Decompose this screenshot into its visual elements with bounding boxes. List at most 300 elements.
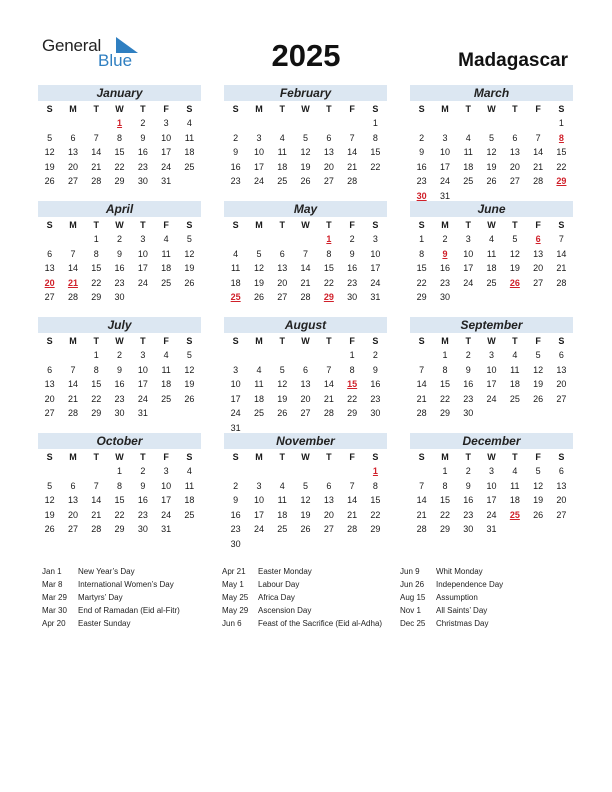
day-cell: 13 [323,495,334,505]
day-cell: 17 [253,161,264,172]
day-cell: 5 [47,132,53,143]
day-cell: 2 [349,234,355,244]
day-cell: 26 [44,524,55,534]
holiday-row [400,565,590,578]
day-cell: 26 [253,292,264,302]
empty-cell [247,116,270,131]
day-cell: 13 [67,495,78,505]
day-cell: 17 [137,379,148,389]
holiday-day: 8 [558,132,564,143]
empty-cell [224,348,247,363]
weekday-label: M [441,336,449,346]
weekday-label: F [349,452,355,462]
day-cell: 15 [114,147,125,157]
weekday-label: M [441,452,449,462]
day-cell: 10 [161,132,172,143]
day-cell: 26 [44,176,55,186]
day-cell: 28 [556,277,567,288]
day-cell: 24 [486,509,497,520]
day-cell: 22 [347,393,358,404]
day-cell: 13 [323,147,334,157]
day-cell: 9 [117,364,123,375]
day-cell: 4 [512,466,518,476]
day-cell: 24 [230,408,241,418]
day-cell: 18 [230,277,241,288]
empty-cell [271,464,294,479]
day-cell: 31 [370,292,381,302]
day-cell: 18 [509,379,520,389]
holiday-row [400,604,590,617]
day-cell: 21 [416,509,427,520]
day-cell: 8 [442,480,448,491]
day-cell: 19 [300,161,311,172]
day-cell: 7 [419,364,425,375]
day-cell: 8 [93,364,99,375]
weekday-header [410,450,573,464]
day-cell: 14 [416,379,427,389]
day-cell: 6 [512,132,518,143]
holiday-row [42,578,232,591]
day-cell: 22 [114,509,125,520]
day-cell: 28 [416,408,427,418]
day-cell: 5 [535,350,541,360]
day-cell: 14 [91,147,102,157]
day-cell: 3 [372,234,378,244]
weekday-label: W [115,336,124,346]
weekday-label: T [326,336,332,346]
day-cell: 16 [137,147,148,157]
day-cell: 20 [323,161,334,172]
day-cell: 3 [256,480,262,491]
day-cell: 30 [463,524,474,534]
weekday-label: S [186,220,193,230]
empty-cell [294,232,317,247]
month-title: April [38,201,201,217]
holiday-day: 26 [509,277,520,288]
day-cell: 3 [140,350,146,360]
month-february [224,85,387,189]
day-cell: 27 [67,176,78,186]
day-cell: 11 [184,480,195,491]
empty-cell [61,464,84,479]
empty-cell [38,464,61,479]
day-grid [410,464,573,537]
weekday-label: T [279,104,285,114]
holiday-date: May 25 [222,593,249,602]
day-cell: 18 [463,161,474,172]
weekday-label: S [232,452,239,462]
day-cell: 2 [442,234,448,244]
day-cell: 4 [186,466,192,476]
day-cell: 14 [323,379,334,389]
weekday-label: W [487,220,496,230]
weekday-label: W [115,220,124,230]
holiday-name: End of Ramadan (Eid al-Fitr) [78,606,180,615]
holiday-date: Jan 1 [42,567,62,576]
holiday-row [222,565,412,578]
day-cell: 20 [300,393,311,404]
weekday-label: F [535,336,541,346]
day-cell: 2 [465,466,471,476]
weekday-label: S [418,104,425,114]
day-cell: 6 [326,132,332,143]
weekday-label: S [46,336,53,346]
weekday-label: F [535,104,541,114]
day-cell: 4 [489,234,495,244]
day-cell: 15 [439,379,450,389]
weekday-label: S [186,452,193,462]
holiday-name: Easter Sunday [78,619,131,628]
day-cell: 20 [556,379,567,389]
holiday-day: 20 [44,277,55,288]
day-cell: 9 [140,132,146,143]
day-cell: 28 [533,176,544,186]
day-cell: 24 [137,393,148,404]
holiday-row [42,617,232,630]
day-grid [224,232,387,305]
day-cell: 12 [253,263,264,273]
day-cell: 18 [277,161,288,172]
day-cell: 9 [419,147,425,157]
day-cell: 16 [230,161,241,172]
day-cell: 1 [117,466,123,476]
holiday-day: 25 [509,509,520,520]
day-cell: 20 [533,263,544,273]
day-cell: 9 [140,480,146,491]
weekday-label: T [93,452,99,462]
weekday-label: S [46,220,53,230]
empty-cell [480,116,503,131]
holiday-list-col-2 [222,565,412,630]
day-cell: 29 [439,524,450,534]
day-cell: 4 [465,132,471,143]
weekday-label: T [512,220,518,230]
weekday-label: M [69,220,77,230]
day-cell: 8 [326,248,332,259]
day-cell: 15 [323,263,334,273]
holiday-row [222,617,412,630]
day-cell: 15 [370,147,381,157]
day-cell: 19 [253,277,264,288]
day-cell: 1 [442,466,448,476]
weekday-header [224,334,387,348]
day-cell: 20 [67,509,78,520]
empty-cell [457,116,480,131]
day-cell: 12 [184,364,195,375]
day-cell: 10 [370,248,381,259]
day-cell: 23 [230,176,241,186]
day-cell: 23 [370,393,381,404]
day-grid [38,464,201,537]
day-cell: 21 [416,393,427,404]
day-cell: 29 [91,292,102,302]
day-cell: 22 [91,393,102,404]
day-cell: 17 [486,379,497,389]
month-title: June [410,201,573,217]
day-cell: 8 [372,480,378,491]
holiday-day: 29 [556,176,567,186]
day-cell: 10 [253,147,264,157]
day-grid [38,232,201,305]
holiday-day: 15 [347,379,358,389]
day-cell: 19 [277,393,288,404]
holiday-day: 25 [230,292,241,302]
month-title: January [38,85,201,101]
holiday-day: 9 [442,248,448,259]
weekday-label: S [558,336,565,346]
day-cell: 25 [509,393,520,404]
weekday-label: S [418,452,425,462]
weekday-label: T [93,220,99,230]
day-cell: 27 [300,408,311,418]
day-grid [410,116,573,203]
day-cell: 5 [47,480,53,491]
weekday-label: S [372,220,379,230]
holiday-name: New Year’s Day [78,567,135,576]
day-cell: 25 [184,161,195,172]
day-cell: 27 [44,408,55,418]
day-cell: 4 [186,118,192,128]
day-grid [224,348,387,435]
day-cell: 17 [253,509,264,520]
day-cell: 13 [533,248,544,259]
holiday-day: 1 [326,234,332,244]
day-cell: 5 [186,234,192,244]
day-cell: 28 [416,524,427,534]
day-cell: 24 [486,393,497,404]
month-april [38,201,201,305]
day-cell: 23 [114,393,125,404]
month-december [410,433,573,537]
day-cell: 31 [230,422,241,433]
day-grid [38,116,201,189]
weekday-label: T [93,336,99,346]
day-cell: 4 [233,248,239,259]
day-cell: 27 [556,509,567,520]
holiday-day: 30 [416,190,427,201]
day-cell: 30 [347,292,358,302]
day-cell: 7 [558,234,564,244]
weekday-label: M [255,336,263,346]
day-cell: 1 [93,234,99,244]
empty-cell [224,232,247,247]
day-cell: 22 [91,277,102,288]
weekday-label: S [372,452,379,462]
day-cell: 16 [230,509,241,520]
weekday-label: W [301,104,310,114]
day-cell: 8 [419,248,425,259]
day-cell: 16 [463,495,474,505]
weekday-label: F [349,104,355,114]
day-cell: 8 [117,480,123,491]
day-cell: 22 [439,393,450,404]
day-cell: 17 [463,263,474,273]
day-grid [410,232,573,305]
empty-cell [317,116,340,131]
holiday-date: Jun 6 [222,619,242,628]
day-cell: 28 [67,408,78,418]
day-cell: 13 [300,379,311,389]
day-cell: 14 [347,147,358,157]
day-cell: 2 [465,350,471,360]
month-title: December [410,433,573,449]
day-cell: 13 [277,263,288,273]
day-cell: 19 [184,263,195,273]
day-cell: 4 [163,234,169,244]
day-cell: 23 [347,277,358,288]
weekday-header [410,102,573,116]
day-cell: 18 [161,263,172,273]
day-cell: 28 [323,408,334,418]
weekday-label: T [465,336,471,346]
day-cell: 22 [114,161,125,172]
weekday-label: S [372,336,379,346]
holiday-name: Africa Day [258,593,295,602]
month-title: March [410,85,573,101]
weekday-header [38,334,201,348]
day-cell: 9 [233,495,239,505]
day-cell: 30 [114,292,125,302]
day-cell: 4 [512,350,518,360]
day-cell: 24 [253,524,264,534]
month-title: May [224,201,387,217]
empty-cell [294,116,317,131]
holiday-name: Labour Day [258,580,300,589]
empty-cell [224,116,247,131]
weekday-label: T [93,104,99,114]
month-may [224,201,387,305]
day-cell: 22 [556,161,567,172]
day-cell: 29 [347,408,358,418]
weekday-label: S [418,336,425,346]
day-cell: 12 [533,364,544,375]
holiday-name: Feast of the Sacrifice (Eid al-Adha) [258,619,383,628]
day-cell: 26 [486,176,497,186]
weekday-label: T [512,104,518,114]
day-cell: 28 [347,176,358,186]
holiday-date: Apr 20 [42,619,66,628]
day-cell: 15 [114,495,125,505]
day-cell: 17 [370,263,381,273]
day-cell: 25 [486,277,497,288]
holiday-day: 21 [67,277,78,288]
holiday-date: Mar 30 [42,606,67,615]
day-cell: 8 [93,248,99,259]
day-cell: 10 [230,379,241,389]
day-cell: 31 [161,524,172,534]
day-cell: 15 [556,147,567,157]
holiday-day: 29 [323,292,334,302]
day-cell: 31 [486,524,497,534]
weekday-label: T [140,104,146,114]
day-cell: 10 [486,480,497,491]
day-grid [224,116,387,189]
day-cell: 26 [277,408,288,418]
day-cell: 31 [439,190,450,201]
day-cell: 29 [91,408,102,418]
day-cell: 11 [184,132,195,143]
day-cell: 5 [256,248,262,259]
day-cell: 26 [184,393,195,404]
weekday-label: M [255,220,263,230]
weekday-label: F [349,220,355,230]
day-cell: 21 [533,161,544,172]
month-title: October [38,433,201,449]
holiday-name: Assumption [436,593,478,602]
day-cell: 19 [533,379,544,389]
weekday-label: M [441,220,449,230]
empty-cell [433,116,456,131]
weekday-header [38,218,201,232]
day-cell: 9 [372,364,378,375]
day-cell: 18 [184,495,195,505]
day-cell: 29 [114,524,125,534]
day-cell: 27 [323,176,334,186]
empty-cell [503,116,526,131]
empty-cell [224,464,247,479]
day-grid [38,348,201,421]
weekday-label: F [163,452,169,462]
weekday-label: W [301,452,310,462]
day-cell: 13 [556,480,567,491]
holiday-date: May 1 [222,580,244,589]
day-cell: 2 [140,466,146,476]
holiday-date: Mar 29 [42,593,67,602]
day-cell: 13 [44,263,55,273]
day-cell: 2 [372,350,378,360]
day-cell: 15 [439,495,450,505]
day-cell: 2 [117,350,123,360]
holiday-name: Easter Monday [258,567,312,576]
day-cell: 23 [463,509,474,520]
day-cell: 2 [419,132,425,143]
day-cell: 25 [184,509,195,520]
day-cell: 15 [91,263,102,273]
day-cell: 30 [137,176,148,186]
day-cell: 11 [277,147,287,157]
weekday-label: S [186,104,193,114]
day-cell: 23 [114,277,125,288]
day-cell: 11 [277,495,287,505]
day-cell: 10 [463,248,474,259]
day-cell: 7 [326,364,332,375]
weekday-label: M [69,336,77,346]
day-cell: 29 [416,292,427,302]
empty-cell [340,116,363,131]
day-cell: 18 [253,393,264,404]
day-cell: 21 [91,161,102,172]
weekday-label: T [140,452,146,462]
weekday-label: S [418,220,425,230]
empty-cell [294,348,317,363]
holiday-list-col-3 [400,565,590,630]
weekday-label: F [535,452,541,462]
empty-cell [271,348,294,363]
day-cell: 12 [277,379,288,389]
day-cell: 28 [67,292,78,302]
day-cell: 17 [137,263,148,273]
day-cell: 18 [509,495,520,505]
day-cell: 24 [161,509,172,520]
holiday-day: 6 [535,234,541,244]
day-cell: 1 [419,234,425,244]
day-cell: 25 [463,176,474,186]
day-cell: 8 [442,364,448,375]
day-cell: 25 [161,393,172,404]
day-cell: 17 [161,147,172,157]
weekday-label: F [535,220,541,230]
day-cell: 12 [509,248,520,259]
